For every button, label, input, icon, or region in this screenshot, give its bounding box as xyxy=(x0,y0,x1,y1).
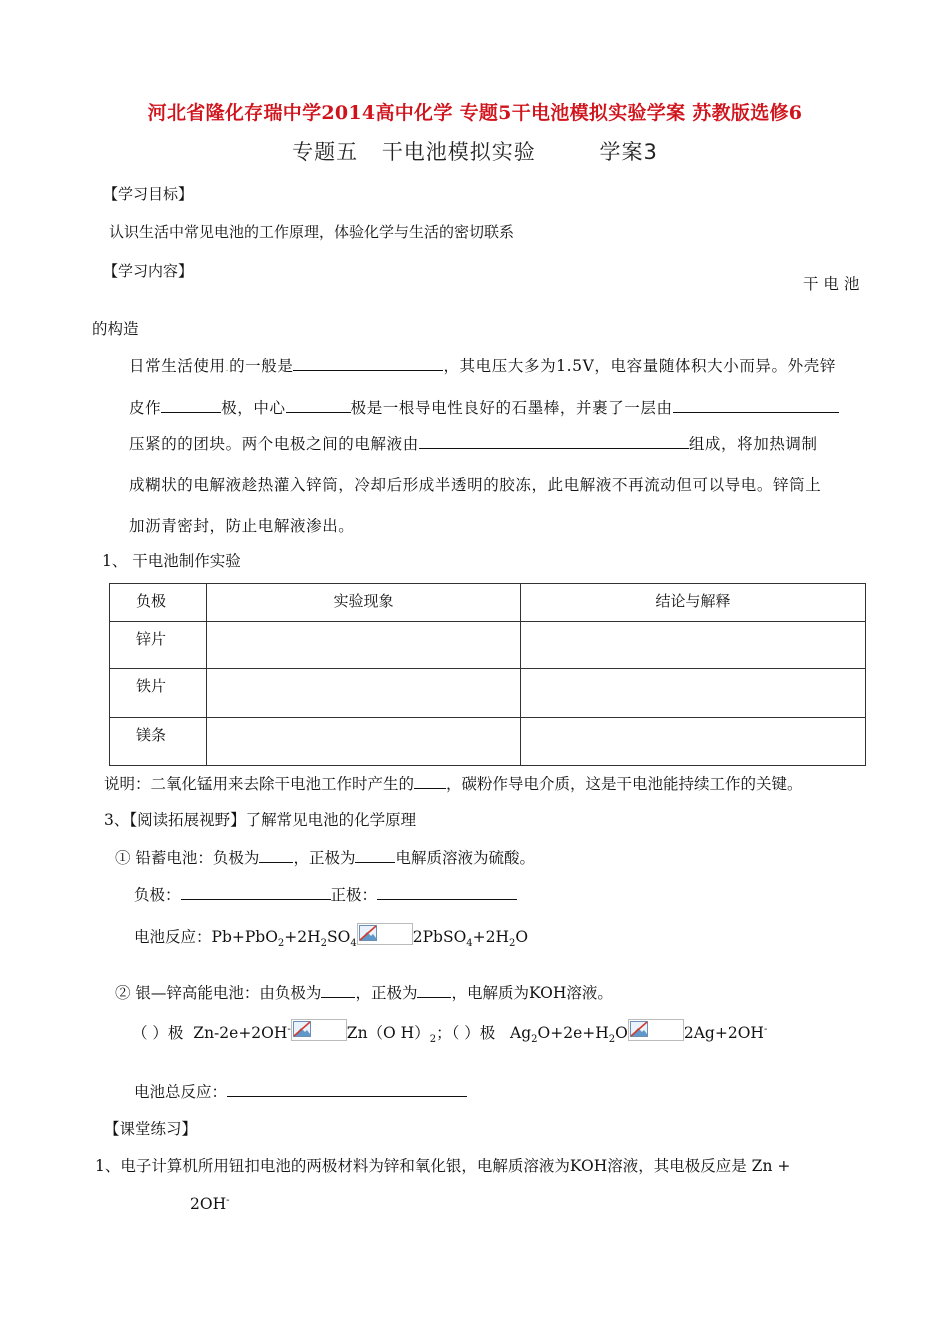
text: 皮作 xyxy=(129,399,162,417)
text: 极是一根导电性良好的石墨棒，并裹了一层由 xyxy=(350,399,673,417)
broken-image-icon xyxy=(291,1019,347,1041)
text: 电池反应： xyxy=(134,928,212,946)
table-header-row xyxy=(110,584,866,622)
text: ，其电压大多为1.5V，电容量随体积大小而异。外壳锌 xyxy=(443,357,836,375)
text: Zn-2e+2OH xyxy=(193,1024,288,1042)
worksheet-title xyxy=(0,136,950,166)
text: 的一般是 xyxy=(229,357,294,375)
text: ① 铅蓄电池：负极为 xyxy=(115,849,260,867)
text: 2Ag+2OH xyxy=(683,1024,764,1042)
column-header: 实验现象 xyxy=(207,584,521,622)
lead-electrodes-line xyxy=(134,883,517,905)
row-label: 铁片 xyxy=(110,669,207,718)
answer-cell[interactable] xyxy=(207,718,521,766)
table-row xyxy=(110,669,866,718)
silver-zinc-line xyxy=(115,981,613,1003)
table-row xyxy=(110,622,866,669)
blank-field[interactable] xyxy=(181,884,331,900)
answer-cell[interactable] xyxy=(207,669,521,718)
dry-cell-heading-cont: 的构造 xyxy=(92,320,139,338)
broken-image-icon xyxy=(357,923,413,945)
text: 组成，将加热调制 xyxy=(688,435,818,453)
practice-question-1: 1、电子计算机所用钮扣电池的两极材料为锌和氧化银，电解质溶液为KOH溶液，其电极反应是 Zn + xyxy=(95,1157,791,1175)
lead-reaction-line: 电池反应：$Pb+PbO_2+2H_2SO_4$ $2PbSO_4+2H_2O$ xyxy=(134,923,528,949)
paragraph-line-3 xyxy=(129,432,818,454)
text: 负极： xyxy=(134,886,181,904)
blank-field[interactable] xyxy=(355,847,395,863)
text: Ag xyxy=(510,1024,532,1042)
blank-field[interactable] xyxy=(161,397,221,413)
worksheet-number: 学案3 xyxy=(599,140,658,164)
text: 日常生活使用 xyxy=(129,357,226,375)
paragraph-line-5: 加沥青密封，防止电解液渗出。 xyxy=(129,517,355,535)
text: ，电解质为KOH溶液。 xyxy=(451,984,613,1002)
dry-cell-heading: 干 电 池 xyxy=(803,275,860,293)
paragraph-line-4: 成糊状的电解液趁热灌入锌筒，冷却后形成半透明的胶冻，此电解液不再流动但可以导电。锌筒上 xyxy=(129,476,822,494)
practice-heading: 【课堂练习】 xyxy=(104,1120,198,1138)
blank-field[interactable] xyxy=(673,397,839,413)
text: +2H xyxy=(472,928,510,946)
topic-label: 专题五 xyxy=(292,140,359,164)
blank-field[interactable] xyxy=(286,397,351,413)
text: ② 银—锌高能电池：由负极为 xyxy=(115,984,322,1002)
broken-image-icon xyxy=(628,1019,684,1041)
blank-field[interactable] xyxy=(417,982,451,998)
text: 电池总反应： xyxy=(134,1083,228,1101)
total-reaction-line xyxy=(134,1080,467,1102)
text: ，正极为 xyxy=(355,984,418,1002)
text: ，碳粉作导电介质，这是干电池能持续工作的关键。 xyxy=(446,775,803,793)
column-header: 负极 xyxy=(110,584,207,622)
paragraph-line-1: 日常生活使用.的一般是 ，其电压大多为1.5V，电容量随体积大小而异。外壳锌 xyxy=(129,357,836,375)
text: ；（ ）极 xyxy=(436,1024,496,1042)
text: 说明：二氧化锰用来去除干电池工作时产生的 xyxy=(104,775,415,793)
paragraph-line-2 xyxy=(129,396,839,418)
answer-cell[interactable] xyxy=(521,718,866,766)
answer-cell[interactable] xyxy=(207,622,521,669)
text: ，正极为 xyxy=(293,849,356,867)
text: 电解质溶液为硫酸。 xyxy=(395,849,535,867)
text: 2OH xyxy=(190,1195,227,1214)
content-heading: 【学习内容】 xyxy=(103,262,194,280)
text: 正极： xyxy=(330,886,378,904)
text: Pb+PbO xyxy=(211,928,278,946)
row-label: 镁条 xyxy=(110,718,207,766)
text: 2PbSO xyxy=(412,928,467,946)
blank-field[interactable] xyxy=(293,355,443,371)
blank-field[interactable] xyxy=(227,1081,467,1097)
topic-name: 干电池模拟实验 xyxy=(381,140,536,164)
blank-field[interactable] xyxy=(377,884,517,900)
blank-field[interactable] xyxy=(259,847,293,863)
row-label: 锌片 xyxy=(110,622,207,669)
answer-cell[interactable] xyxy=(521,669,866,718)
blank-field[interactable] xyxy=(419,433,689,449)
experiment-table xyxy=(109,583,866,766)
text: （ ）极 xyxy=(132,1024,184,1042)
document-title: 河北省隆化存瑞中学2014高中化学 专题5干电池模拟实验学案 苏教版选修6 xyxy=(147,102,803,124)
experiment-note xyxy=(104,772,803,794)
text: 极，中心 xyxy=(221,399,286,417)
blank-field[interactable] xyxy=(321,982,355,998)
text: Zn（O H） xyxy=(346,1024,430,1042)
reading-heading: 3、【阅读拓展视野】了解常见电池的化学原理 xyxy=(104,811,417,829)
lead-acid-line xyxy=(115,846,535,868)
practice-question-1-cont: 2OH- xyxy=(190,1195,230,1214)
answer-cell[interactable] xyxy=(521,622,866,669)
column-header: 结论与解释 xyxy=(521,584,866,622)
goal-text: 认识生活中常见电池的工作原理，体验化学与生活的密切联系 xyxy=(109,223,515,241)
blank-field[interactable] xyxy=(414,773,446,789)
goal-heading: 【学习目标】 xyxy=(103,185,194,203)
table-row xyxy=(110,718,866,766)
silver-zinc-equations: （ ）极 Zn-2e+2OH- Zn（O $H)_2$；（ ）极 $Ag_2O+2e+H_2O$ 2Ag+2OH- xyxy=(132,1019,767,1045)
experiment-heading: 1、 干电池制作实验 xyxy=(102,552,241,570)
text: 压紧的的团块。两个电极之间的电解液由 xyxy=(129,435,419,453)
